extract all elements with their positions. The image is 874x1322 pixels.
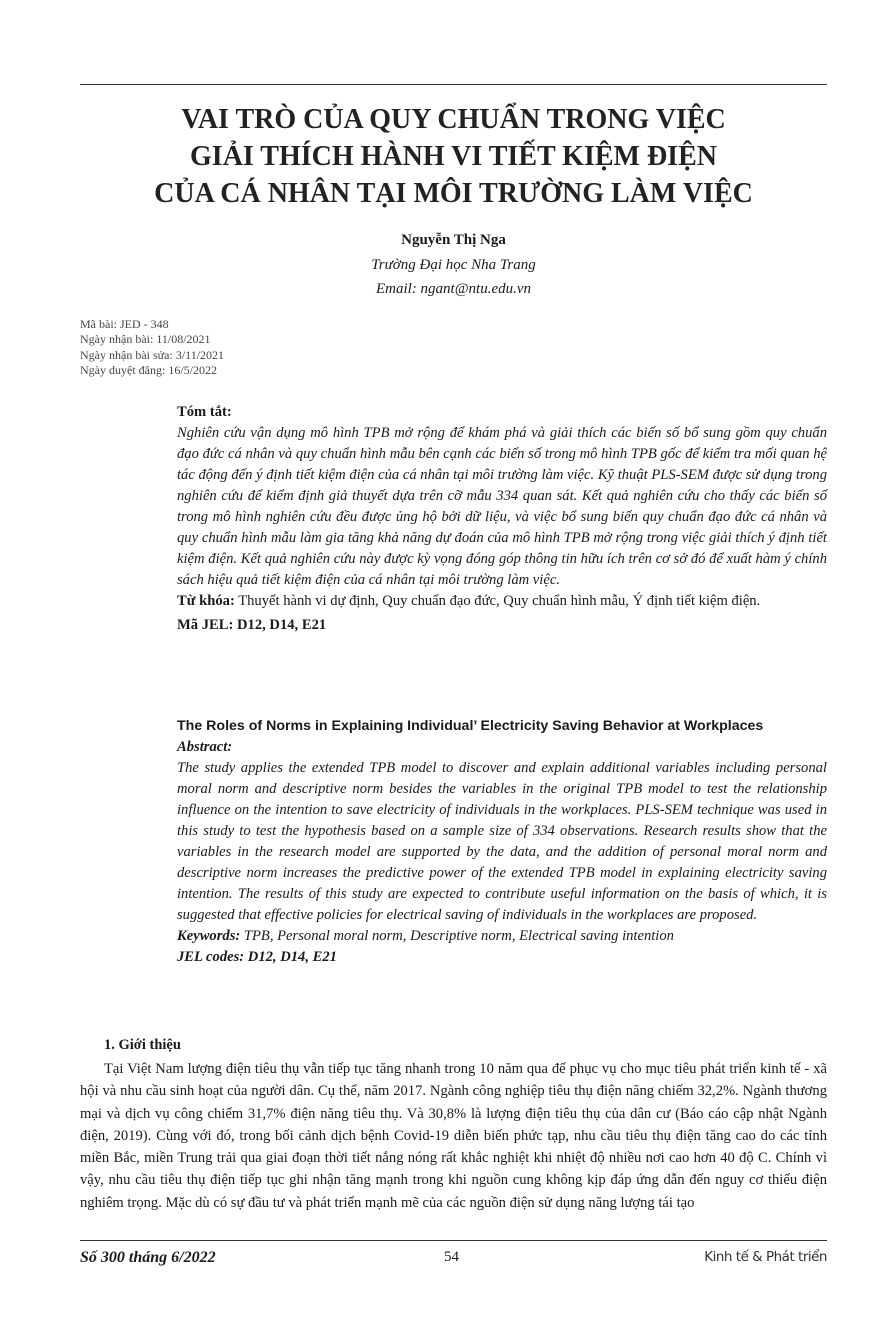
meta-received: Ngày nhận bài: 11/08/2021 <box>80 332 211 347</box>
section-heading: 1. Giới thiệu <box>104 1037 181 1053</box>
summary-text: Nghiên cứu vận dụng mô hình TPB mở rộng để khám phá và giải thích các biến số bổ sung gồm quy chuẩn đạo đức cá nhân và quy chuẩn hình mẫu bên cạnh các biến số trong mô hình TPB gốc để kiểm tra mối quan hệ tác động đến ý định tiết kiệm điện của cá nhân tại môi trường làm việc. Kỹ thuật PLS-SEM được sử dụng trong nghiên cứu để kiểm định giả thuyết dựa trên cỡ mẫu 334 quan sát. Kết quả nghiên cứu cho thấy các biến số trong mô hình nghiên cứu đều được ủng hộ bởi dữ liệu, và việc bổ sung biến quy chuẩn đạo đức cá nhân và quy chuẩn hình mẫu làm gia tăng khả năng dự đoán của mô hình TPB mở rộng trong việc giải thích ý định tiết kiệm điện. Kết quả nghiên cứu này được kỳ vọng đóng góp thông tin hữu ích trên cơ sở đó để xuất hàm ý chính sách hiệu quả tiết kiệm điện của cá nhân tại môi trường làm việc. <box>177 425 827 588</box>
summary-heading: Tóm tắt: <box>177 404 232 420</box>
abstract-text: The study applies the extended TPB model to discover and explain additional variables including personal moral norm and descriptive norm besides the variables in the original TPB model to test the relationship influence on the intention to save electricity of individuals in the workplaces. PLS-SEM technique was used in this study to test the hypothesis based on a sample size of 334 observations. Research results show that the variables in the research model are supported by the data, and the addition of personal moral norm and descriptive norm increases the predictive power of the extended TPB model in explaining electricity saving intention. The results of this study are expected to contribute useful information on the basis of which, it is suggested that effective policies for electrical saving of individuals in the workplaces are proposed. <box>177 760 827 923</box>
page-number: 54 <box>444 1249 459 1265</box>
en-abstract <box>177 716 827 968</box>
bottom-rule <box>80 1240 827 1241</box>
en-title: The Roles of Norms in Explaining Individual’ Electricity Saving Behavior at Workplaces <box>177 718 764 734</box>
author-affiliation: Trường Đại học Nha Trang <box>371 257 536 273</box>
meta-accepted: Ngày duyệt đăng: 16/5/2022 <box>80 362 217 377</box>
section-body: Tại Việt Nam lượng điện tiêu thụ vẫn tiếp tục tăng nhanh trong 10 năm qua để phục vụ cho mục tiêu phát triển kinh tế - xã hội và nhu cầu sinh hoạt của người dân. Cụ thể, năm 2017. Ngành công nghiệp tiêu thụ điện năng chiếm 32,2%. Ngành thương mại và dịch vụ công chiếm 31,7% điện năng tiêu thụ. Và 30,8% là lượng điện tiêu thụ của dân cư (Báo cáo cập nhật Ngành điện, 2019). Cùng với đó, trong bối cảnh dịch bệnh Covid-19 diễn biến phức tạp, nhu cầu tiêu thụ điện tăng cao do các tỉnh miền Bắc, miền Trung trải qua giai đoạn thời tiết nắng nóng rất khắc nghiệt khi nhiệt độ nhiều nơi cao hơn 40 độ C. Chính vì vậy, nhu cầu tiêu thụ điện tiếp tục ghi nhận tăng mạnh trong khi nguồn cung không kịp đáp ứng dẫn đến nguy cơ thiếu điện nghiêm trọng. Mặc dù có sự đầu tư và phát triển mạnh mẽ của các nguồn điện sử dụng năng lượng tái tạo <box>80 1061 827 1211</box>
meta-revised: Ngày nhận bài sửa: 3/11/2021 <box>80 347 225 362</box>
issue-label: Số 300 tháng 6/2022 <box>80 1249 216 1266</box>
vn-abstract <box>177 402 827 636</box>
article-title <box>80 101 827 212</box>
en-keywords-label: Keywords: <box>177 928 241 944</box>
article-meta <box>80 317 224 378</box>
vn-jel: Mã JEL: D12, D14, E21 <box>177 617 327 633</box>
author-name: Nguyễn Thị Nga <box>401 232 506 248</box>
author-email: Email: ngant@ntu.edu.vn <box>375 281 532 297</box>
meta-code: Mã bài: JED - 348 <box>80 317 169 331</box>
en-keywords <box>177 926 827 947</box>
vn-keywords <box>177 591 827 612</box>
journal-logo: Kinh tế & Phát triển <box>704 1249 827 1265</box>
en-jel: JEL codes: D12, D14, E21 <box>177 949 337 965</box>
title-line: GIẢI THÍCH HÀNH VI TIẾT KIỆM ĐIỆN <box>190 141 717 172</box>
title-line: VAI TRÒ CỦA QUY CHUẨN TRONG VIỆC <box>181 104 726 135</box>
abstract-heading: Abstract: <box>177 739 233 755</box>
top-rule <box>80 84 827 85</box>
vn-keywords-label: Từ khóa: <box>177 593 235 609</box>
vn-keywords-text: Thuyết hành vi dự định, Quy chuẩn đạo đức, Quy chuẩn hình mẫu, Ý định tiết kiệm điện. <box>234 593 761 609</box>
en-keywords-text: TPB, Personal moral norm, Descriptive norm, Electrical saving intention <box>240 928 674 944</box>
title-line: CỦA CÁ NHÂN TẠI MÔI TRƯỜNG LÀM VIỆC <box>154 178 753 209</box>
